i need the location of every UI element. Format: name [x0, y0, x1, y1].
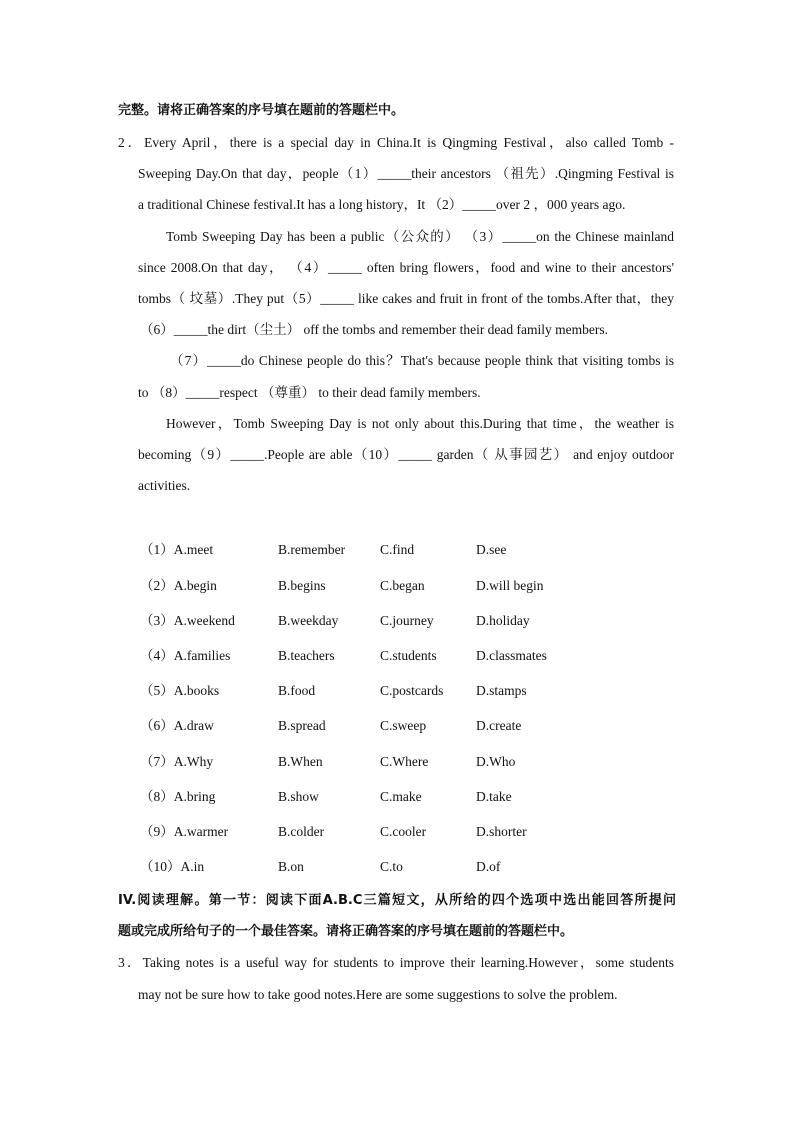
option-b: B.show: [278, 789, 319, 804]
option-b: B.colder: [278, 824, 325, 839]
option-c: C.began: [380, 578, 425, 593]
option-d: D.holiday: [476, 613, 530, 628]
option-c: C.students: [380, 648, 437, 663]
option-c: C.to: [380, 859, 403, 874]
option-a: （9）A.warmer: [140, 824, 229, 839]
passage-line: （7）_____do Chinese people do this？That's because people think that visiting tombs is: [170, 353, 674, 368]
option-b: B.teachers: [278, 648, 335, 663]
option-a: （6）A.draw: [140, 718, 214, 733]
option-b: B.When: [278, 754, 323, 769]
option-d: D.take: [476, 789, 512, 804]
option-a: （8）A.bring: [140, 789, 216, 804]
passage-line: 2．Every April，there is a special day in China.It is Qingming Festival，also called Tomb -: [118, 135, 674, 150]
passage-line: （6）_____the dirt（尘土） off the tombs and remember their dead family members.: [140, 322, 609, 337]
option-row: [140, 646, 640, 666]
option-row: [140, 611, 640, 631]
option-b: B.remember: [278, 542, 346, 557]
option-a: （7）A.Why: [140, 754, 214, 769]
option-a: （4）A.families: [140, 648, 231, 663]
option-b: B.spread: [278, 718, 326, 733]
option-a: （5）A.books: [140, 683, 220, 698]
passage-line: Tomb Sweeping Day has been a public（公众的） （3）_____on the Chinese mainland: [166, 229, 674, 244]
option-b: B.food: [278, 683, 316, 698]
option-d: D.create: [476, 718, 522, 733]
option-c: C.cooler: [380, 824, 427, 839]
section-4-heading-line-1: IV.阅读理解。第一节：阅读下面A.B.C三篇短文，从所给的四个选项中选出能回答所提问: [118, 893, 676, 908]
option-b: B.weekday: [278, 613, 339, 628]
question-3-line-2: may not be sure how to take good notes.Here are some suggestions to solve the problem.: [138, 987, 618, 1002]
option-c: C.journey: [380, 613, 434, 628]
passage-line: Sweeping Day.On that day，people（1）_____their ancestors （祖先）.Qingming Festival is: [138, 166, 674, 181]
option-row: [140, 716, 640, 736]
option-row: [140, 681, 640, 701]
option-c: C.make: [380, 789, 422, 804]
option-d: D.classmates: [476, 648, 547, 663]
passage-line: a traditional Chinese festival.It has a long history，It （2）_____over 2 ，000 years ago.: [138, 197, 626, 212]
option-d: D.stamps: [476, 683, 527, 698]
section-4-heading-line-2: 题或完成所给句子的一个最佳答案。请将正确答案的序号填在题前的答题栏中。: [118, 924, 574, 939]
option-a: （2）A.begin: [140, 578, 217, 593]
option-row: [140, 857, 640, 877]
option-d: D.shorter: [476, 824, 527, 839]
option-c: C.Where: [380, 754, 429, 769]
option-row: [140, 576, 640, 596]
option-d: D.Who: [476, 754, 516, 769]
option-c: C.postcards: [380, 683, 444, 698]
question-3-line-1: 3．Taking notes is a useful way for students to improve their learning.However，some students: [118, 955, 674, 970]
option-row: [140, 822, 640, 842]
passage-line: becoming（9）_____.People are able（10）_____ garden（ 从事园艺） and enjoy outdoor: [138, 447, 674, 462]
option-d: D.see: [476, 542, 507, 557]
passage-line: tombs（ 坟墓）.They put（5）_____ like cakes and fruit in front of the tombs.After that，they: [138, 291, 674, 306]
section-intro-tail: 完整。请将正确答案的序号填在题前的答题栏中。: [118, 103, 405, 118]
option-d: D.of: [476, 859, 501, 874]
option-b: B.on: [278, 859, 304, 874]
option-row: [140, 787, 640, 807]
passage-line: activities.: [138, 478, 191, 493]
passage-line: However，Tomb Sweeping Day is not only about this.During that time，the weather is: [166, 416, 674, 431]
option-a: （10）A.in: [140, 859, 205, 874]
option-c: C.find: [380, 542, 415, 557]
option-row: [140, 540, 640, 560]
option-a: （1）A.meet: [140, 542, 214, 557]
option-b: B.begins: [278, 578, 326, 593]
option-c: C.sweep: [380, 718, 427, 733]
passage-line: since 2008.On that day， （4）_____ often bring flowers，food and wine to their ancestors': [138, 260, 674, 275]
passage-line: to （8）_____respect （尊重） to their dead family members.: [138, 385, 481, 400]
option-row: [140, 752, 640, 772]
option-d: D.will begin: [476, 578, 544, 593]
option-a: （3）A.weekend: [140, 613, 235, 628]
